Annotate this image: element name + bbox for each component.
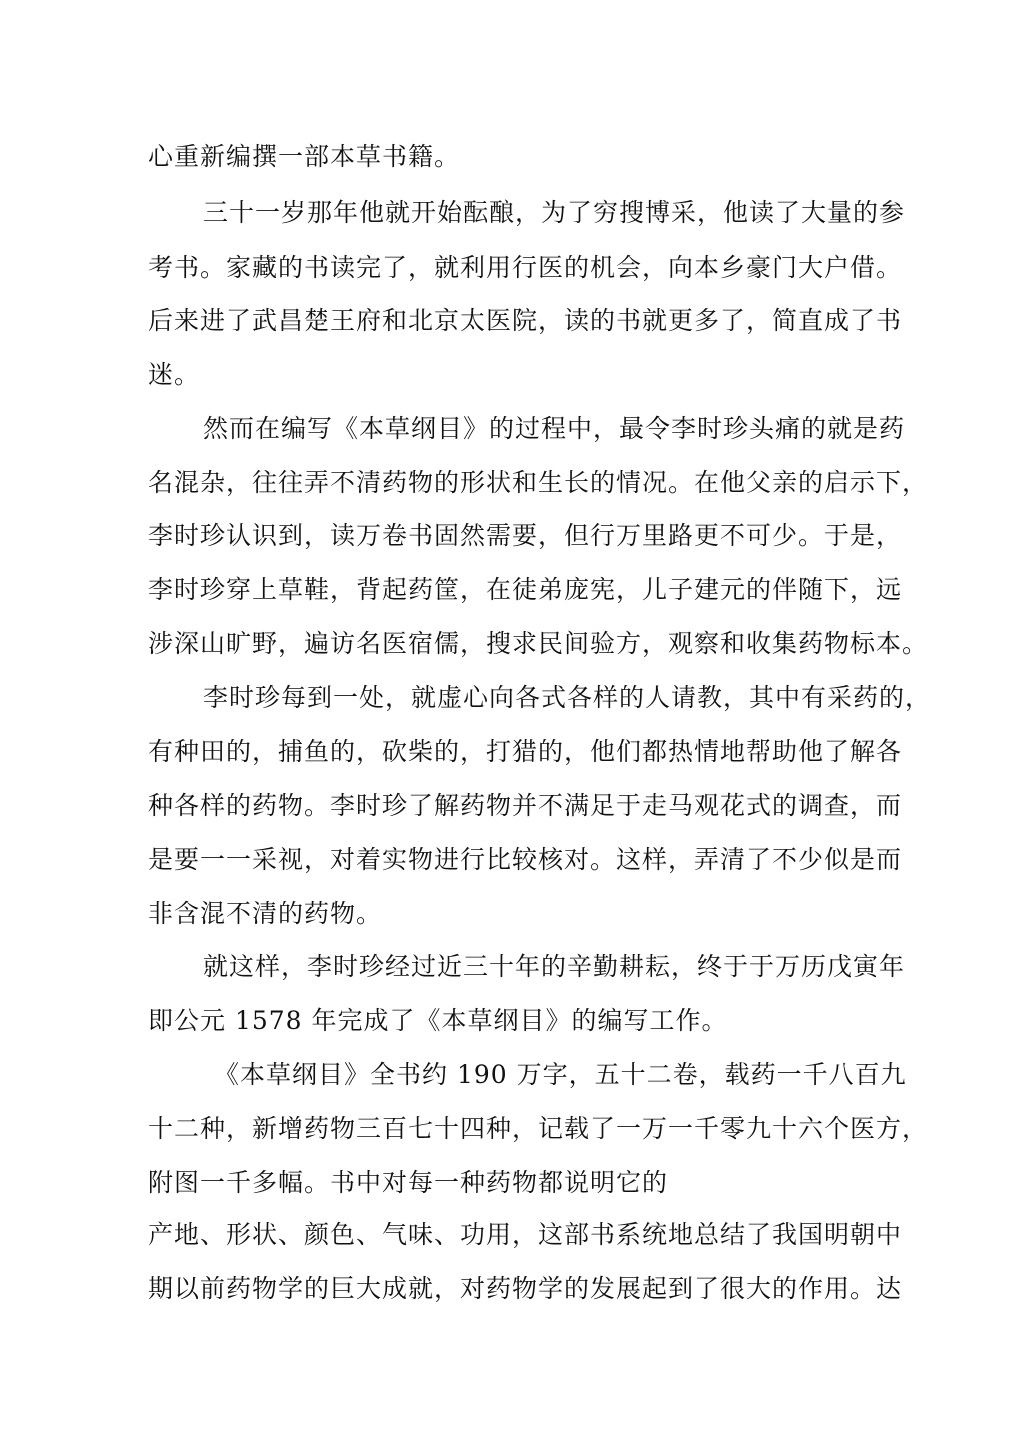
text-line: 后来进了武昌楚王府和北京太医院，读的书就更多了，简直成了书	[148, 306, 903, 335]
text-line: 有种田的，捕鱼的，砍柴的，打猎的，他们都热情地帮助他了解各	[148, 737, 903, 766]
text-line: 李时珍每到一处，就虚心向各式各样的人请教，其中有采药的，	[203, 683, 932, 712]
text-line: 然而在编写《本草纲目》的过程中，最令李时珍头痛的就是药	[203, 414, 906, 443]
text-line: 考书。家藏的书读完了，就利用行医的机会，向本乡豪门大户借。	[148, 253, 903, 282]
text-line: 名混杂，往往弄不清药物的形状和生长的情况。在他父亲的启示下，	[148, 468, 929, 497]
text-line: 《本草纲目》全书约 190 万字，五十二卷，载药一千八百九	[214, 1060, 907, 1089]
text-line: 迷。	[148, 360, 201, 389]
text-line: 十二种，新增药物三百七十四种，记载了一万一千零九十六个医方，	[148, 1114, 929, 1143]
text-line: 附图一千多幅。书中对每一种药物都说明它的	[148, 1168, 669, 1197]
text-line: 就这样，李时珍经过近三十年的辛勤耕耘，终于于万历戊寅年	[203, 952, 906, 981]
text-line: 即公元 1578 年完成了《本草纲目》的编写工作。	[148, 1006, 728, 1035]
text-line: 种各样的药物。李时珍了解药物并不满足于走马观花式的调查，而	[148, 791, 903, 820]
text-line: 是要一一采视，对着实物进行比较核对。这样，弄清了不少似是而	[148, 845, 903, 874]
text-line: 三十一岁那年他就开始酝酿，为了穷搜博采，他读了大量的参	[203, 198, 906, 227]
text-line: 涉深山旷野，遍访名医宿儒，搜求民间验方，观察和收集药物标本。	[148, 629, 929, 658]
text-line: 李时珍认识到，读万卷书固然需要，但行万里路更不可少。于是，	[148, 521, 903, 550]
text-line: 李时珍穿上草鞋，背起药筐，在徒弟庞宪，儿子建元的伴随下，远	[148, 575, 903, 604]
text-line: 心重新编撰一部本草书籍。	[148, 142, 461, 171]
text-line: 非含混不清的药物。	[148, 899, 383, 928]
text-line: 期以前药物学的巨大成就，对药物学的发展起到了很大的作用。达	[148, 1274, 903, 1303]
text-line: 产地、形状、颜色、气味、功用，这部书系统地总结了我国明朝中	[148, 1220, 903, 1249]
